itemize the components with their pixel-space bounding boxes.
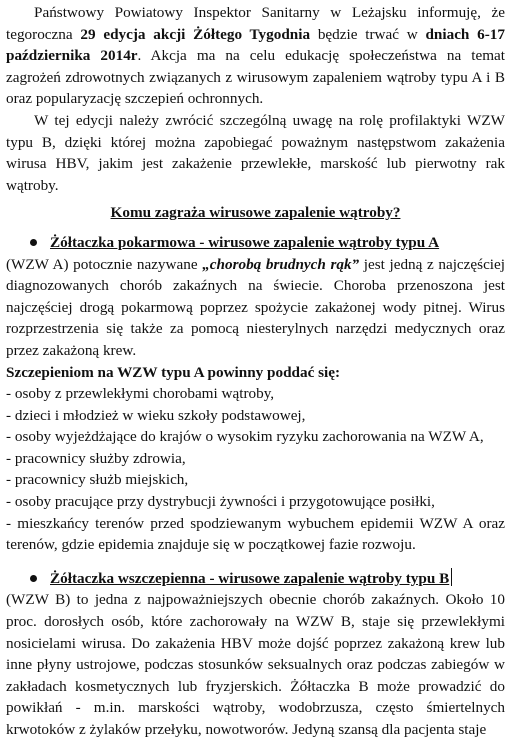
list-item: - pracownicy służby zdrowia, xyxy=(6,449,186,467)
wzw-a-text-2: jest jedną z najczęściej diagnozowanych chorób zakaźnych na świecie. Choroba przenoszona jest najczęściej drogą pokarmową poprzez spożycie zakażonej wody pitnej. Wirus rozprzestrzenia się także za pomocą niesterylnych narzędzi medycznych oraz przez zakażoną krew. xyxy=(6,255,505,359)
bullet-icon xyxy=(30,239,37,246)
edition-highlight: 29 edycja akcji Żółtego Tygodnia xyxy=(80,25,311,43)
section-b-title: Żółtaczka wszczepienna - wirusowe zapalenie wątroby typu B xyxy=(50,569,450,587)
hbv-paragraph: W tej edycji należy zwrócić szczególną uwagę na rolę profilaktyki WZW typu B, dzięki której można zapobiegać poważnym następstwom zakażenia wirusa HBV, jakim jest zakażenie przewlekłe, marskość lub pierwotny rak wątroby. xyxy=(6,111,505,194)
list-item: - pracownicy służb miejskich, xyxy=(6,471,189,489)
intro-text-1: Państwowy Powiatowy Inspektor Sanitarny w Leżajsku informuję, że tegoroczna xyxy=(6,4,505,43)
intro-text-2: będzie trwać w xyxy=(310,25,426,43)
text-cursor xyxy=(451,568,452,586)
intro-text-3: . Akcja ma na celu edukację społeczeństwa na temat zagrożeń zdrowotnych związanych z wirusowym zapaleniem wątroby typu A i B oraz popularyzację szczepień ochronnych. xyxy=(6,47,505,108)
wzw-a-text-1: ) potocznie nazywane xyxy=(63,255,203,273)
section-a-title: Żółtaczka pokarmowa - wirusowe zapalenie wątroby typu A xyxy=(50,233,440,251)
list-item: - dzieci i młodzież w wieku szkoły podstawowej, xyxy=(6,406,306,424)
wzw-a-label: (WZW A xyxy=(6,255,64,273)
section-b-paragraph: (WZW B) to jedna z najpoważniejszych obecnie chorób zakaźnych. Około 10 proc. dorosłych osób, które zachorowały na WZW B, staje się przewlekłymi nosicielami wirusa. Do zakażenia HBV może dojść poprzez zakażoną krew lub inne płyny ustrojowe, podczas stosunków seksualnych oraz podczas zabiegów w zakładach kosmetycznych lub fryzjerskich. Żółtaczka B może prowadzić do powikłań - m.in. marskości wątroby, wodobrzusza, często śmiertelnych krwotoków z żylaków przełyku, nowotworów. Jedyną szansą dla pacjenta staje xyxy=(6,591,505,738)
section-b-title-line xyxy=(50,568,505,590)
intro-paragraph xyxy=(6,2,505,110)
dirty-hands-phrase: „chorobą brudnych rąk” xyxy=(202,255,360,273)
vaccination-title: Szczepieniom na WZW typu A powinny poddać się: xyxy=(6,363,341,381)
section-a-paragraph xyxy=(6,254,505,362)
bullet-heading-a xyxy=(6,232,505,254)
date-highlight: dniach 6-17 października 2014r xyxy=(6,25,505,65)
bullet-heading-b xyxy=(6,568,505,590)
spacer xyxy=(6,556,505,568)
list-item: - osoby pracujące przy dystrybucji żywności i przygotowujące posiłki, xyxy=(6,493,435,511)
section-heading: Komu zagraża wirusowe zapalenie wątroby? xyxy=(110,204,401,222)
bullet-icon xyxy=(30,575,37,582)
list-item: - mieszkańcy terenów przed spodziewanym wybuchem epidemii WZW A oraz terenów, gdzie epidemia znajduje się w początkowej fazie rozwoju. xyxy=(6,514,505,554)
list-item: - osoby wyjeżdżające do krajów o wysokim ryzyku zachorowania na WZW A, xyxy=(6,428,484,446)
list-item: - osoby z przewlekłymi chorobami wątroby, xyxy=(6,385,275,403)
